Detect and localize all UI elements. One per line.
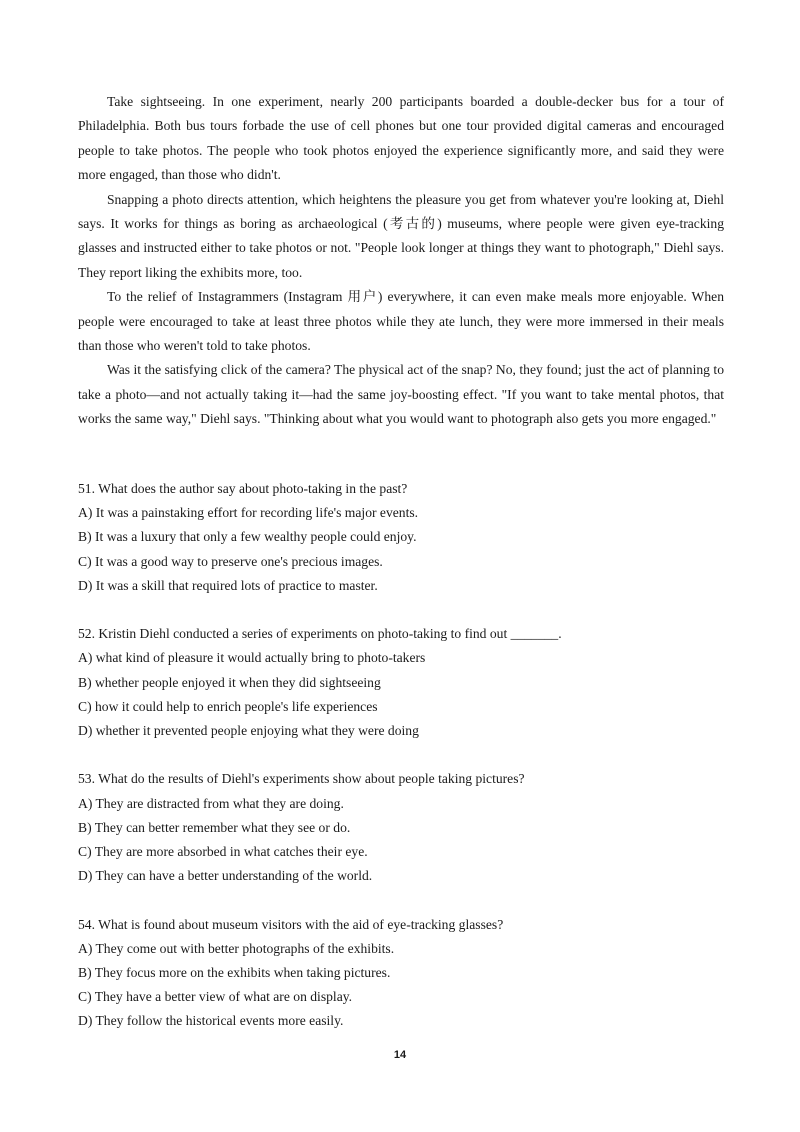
option-c: C) how it could help to enrich people's life experiences xyxy=(78,698,378,714)
passage-paragraph: To the relief of Instagrammers (Instagram 用户) everywhere, it can even make meals more enjoyable. When people were encouraged to take at least three photos while they ate lunch, they were more immersed in their meals than those who weren't told to take photos. xyxy=(78,289,724,354)
option-c: C) They have a better view of what are on display. xyxy=(78,989,353,1005)
option-b: B) whether people enjoyed it when they did sightseeing xyxy=(78,674,381,690)
option-b: B) They can better remember what they see or do. xyxy=(78,819,351,835)
option-d: D) whether it prevented people enjoying what they were doing xyxy=(78,723,419,739)
option-b: B) It was a luxury that only a few wealthy people could enjoy. xyxy=(78,529,417,545)
option-b: B) They focus more on the exhibits when taking pictures. xyxy=(78,965,391,981)
option-a: A) It was a painstaking effort for recording life's major events. xyxy=(78,505,419,521)
option-d: D) They can have a better understanding of the world. xyxy=(78,868,373,884)
question-52 xyxy=(78,622,724,743)
question-51 xyxy=(78,477,724,598)
passage-paragraph: Take sightseeing. In one experiment, nearly 200 participants boarded a double-decker bus for a tour of Philadelphia. Both bus tours forbade the use of cell phones but one tour provided digital cameras and encouraged people to take photos. The people who took photos enjoyed the experience significantly more, and said they were more engaged, than those who didn't. xyxy=(78,94,724,183)
passage-paragraph: Snapping a photo directs attention, which heightens the pleasure you get from whatever you're looking at, Diehl says. It works for things as boring as archaeological (考古的) museums, where people were given eye-tracking glasses and instructed either to take photos or not. "People look longer at things they want to photograph," Diehl says. They report liking the exhibits more, too. xyxy=(78,191,724,280)
option-d: D) It was a skill that required lots of practice to master. xyxy=(78,577,378,593)
option-a: A) what kind of pleasure it would actually bring to photo-takers xyxy=(78,650,426,666)
page-number: 14 xyxy=(393,1049,407,1061)
reading-passage xyxy=(78,90,724,432)
option-c: C) It was a good way to preserve one's precious images. xyxy=(78,553,383,569)
passage-paragraph: Was it the satisfying click of the camera? The physical act of the snap? No, they found; just the act of planning to take a photo—and not actually taking it—had the same joy-boosting effect. "If you want to take mental photos, that works the same way," Diehl says. "Thinking about what you would want to photograph also gets you more engaged." xyxy=(78,362,724,427)
question-stem: 54. What is found about museum visitors with the aid of eye-tracking glasses? xyxy=(78,916,504,932)
question-stem: 52. Kristin Diehl conducted a series of experiments on photo-taking to find out _______. xyxy=(78,626,562,642)
option-a: A) They are distracted from what they are doing. xyxy=(78,795,344,811)
question-53 xyxy=(78,767,724,888)
question-54 xyxy=(78,913,724,1034)
option-d: D) They follow the historical events more easily. xyxy=(78,1013,344,1029)
option-c: C) They are more absorbed in what catches their eye. xyxy=(78,844,368,860)
option-a: A) They come out with better photographs of the exhibits. xyxy=(78,940,395,956)
question-stem: 53. What do the results of Diehl's experiments show about people taking pictures? xyxy=(78,771,525,787)
question-stem: 51. What does the author say about photo-taking in the past? xyxy=(78,481,408,496)
question-list xyxy=(78,477,724,1058)
